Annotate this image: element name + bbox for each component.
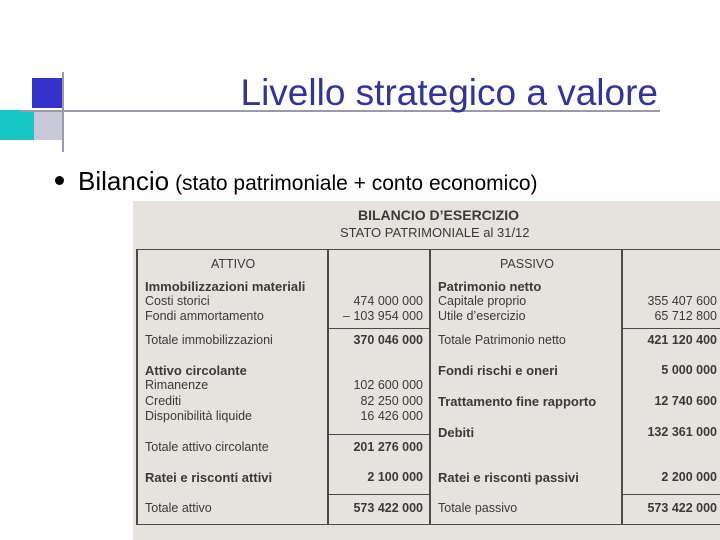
rule-tot-imm [327, 328, 429, 329]
table-divider-2 [429, 249, 431, 524]
passivo-tfr-value: 12 740 600 [654, 394, 717, 408]
passivo-tot-pn-label: Totale Patrimonio netto [438, 333, 566, 347]
rule-tot-pn [621, 328, 720, 329]
passivo-cap-value: 355 407 600 [647, 294, 717, 308]
scan-subtitle: STATO PATRIMONIALE al 31/12 [340, 225, 530, 240]
bullet-main-text: Bilancio [78, 166, 170, 196]
table-border-bottom [136, 524, 720, 525]
balance-sheet-scan [133, 201, 720, 540]
attivo-costi-value: 474 000 000 [353, 294, 423, 308]
bullet-item [55, 166, 538, 197]
attivo-tot-circ-label: Totale attivo circolante [145, 440, 269, 454]
attivo-fondi-label: Fondi ammortamento [145, 309, 264, 323]
bullet-sub-text: (stato patrimoniale + conto economico) [175, 172, 538, 195]
attivo-crediti-value: 82 250 000 [360, 394, 423, 408]
passivo-tot-pn-value: 421 120 400 [647, 333, 717, 347]
passivo-fondi-label: Fondi rischi e oneri [438, 363, 558, 378]
passivo-tot-value: 573 422 000 [647, 501, 717, 515]
passivo-tot-label: Totale passivo [438, 501, 518, 515]
attivo-disp-label: Disponibilità liquide [145, 409, 253, 423]
passivo-debiti-label: Debiti [438, 425, 475, 440]
passivo-utile-value: 65 712 800 [654, 309, 717, 323]
passivo-debiti-value: 132 361 000 [647, 425, 717, 439]
attivo-riman-value: 102 600 000 [353, 378, 423, 392]
passivo-ratei-value: 2 200 000 [661, 470, 717, 484]
scan-title: BILANCIO D’ESERCIZIO [358, 207, 520, 223]
passivo-header: PASSIVO [500, 257, 554, 271]
rule-tot-circ [327, 434, 429, 435]
passivo-ratei-label: Ratei e risconti passivi [438, 470, 579, 485]
attivo-riman-label: Rimanenze [145, 378, 209, 392]
passivo-pn-label: Patrimonio netto [438, 279, 542, 294]
attivo-tot-imm-value: 370 046 000 [353, 333, 423, 347]
table-border-top [136, 249, 720, 250]
passivo-cap-label: Capitale proprio [438, 294, 527, 308]
attivo-header: ATTIVO [211, 257, 256, 271]
table-border-left [136, 249, 138, 524]
passivo-utile-label: Utile d’esercizio [438, 309, 526, 323]
attivo-tot-label: Totale attivo [145, 501, 212, 515]
attivo-circ-label: Attivo circolante [145, 363, 247, 378]
rule-tot-attivo [327, 494, 429, 495]
attivo-tot-imm-label: Totale immobilizzazioni [145, 333, 273, 347]
attivo-costi-label: Costi storici [145, 294, 210, 308]
attivo-disp-value: 16 426 000 [360, 409, 423, 423]
decor-grey-square [34, 110, 62, 140]
attivo-imm-label: Immobilizzazioni materiali [145, 279, 306, 294]
attivo-crediti-label: Crediti [145, 394, 182, 408]
attivo-tot-circ-value: 201 276 000 [353, 440, 423, 454]
attivo-ratei-value: 2 100 000 [367, 470, 423, 484]
attivo-ratei-label: Ratei e risconti attivi [145, 470, 273, 485]
rule-tot-passivo [621, 494, 720, 495]
passivo-tfr-label: Trattamento fine rapporto [438, 394, 597, 409]
attivo-fondi-value: – 103 954 000 [343, 309, 423, 323]
bullet-dot-icon [55, 176, 64, 185]
attivo-tot-value: 573 422 000 [353, 501, 423, 515]
slide-title: Livello strategico a valore [240, 72, 658, 113]
passivo-fondi-value: 5 000 000 [661, 363, 717, 377]
